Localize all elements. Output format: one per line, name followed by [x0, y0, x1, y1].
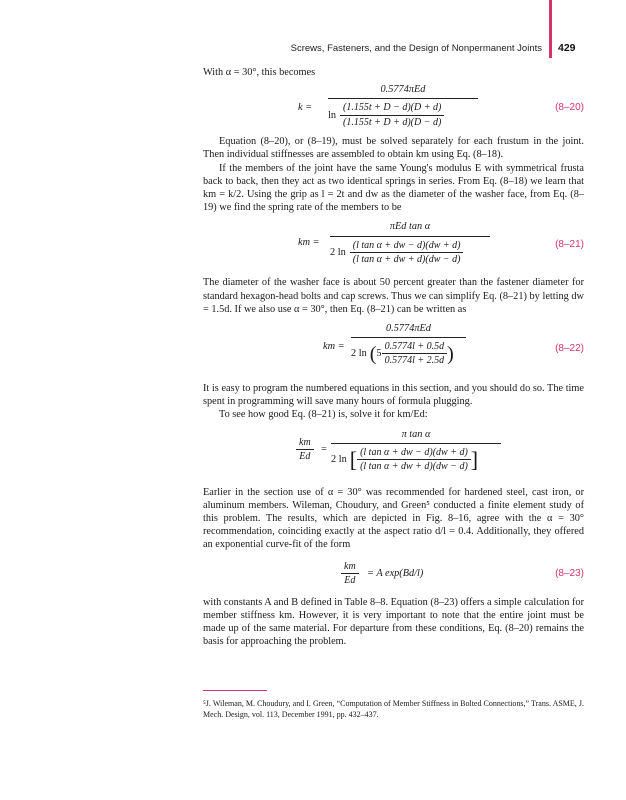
- footnote: ⁵J. Wileman, M. Choudury, and I. Green, “Computation of Member Stiffness in Bolted Connections,” Trans. ASME, J. Mech. Design, vol. 113, December 1991, pp. 432–437.: [203, 699, 584, 719]
- equation-8-23: [203, 556, 584, 596]
- paragraph: If the members of the joint have the same Young's modulus E with symmetrical frusta back to back, then they act as two identical springs in series. From Eq. (8–18) we learn that km = k/2. Using the grip as l = 2t and dw as the diameter of the washer face, from Eq. (8–19) we find the spring rate of the members to be: [203, 162, 584, 214]
- eq-coefficient: 5: [376, 348, 382, 360]
- equation-ratio: $\frac{km}{Ed}$ = π tan α 2 ln [ $\frac{\text{(l tan α + dw − d)(dw + d)}}{\text{(l tan α + dw + d)(dw − d)}}$ ]: [203, 426, 584, 486]
- equation-label: (8–20): [555, 102, 584, 114]
- eq-ln: 2 ln: [351, 348, 367, 360]
- eq-lhs-numerator: km: [296, 436, 314, 450]
- eq-lhs: k =: [298, 102, 313, 114]
- footnote-rule: [203, 690, 267, 691]
- eq-inner-numerator: (l tan α + dw − d)(dw + d): [357, 446, 471, 460]
- intro-line: With α = 30°, this becomes: [203, 67, 316, 78]
- accent-bar: [549, 0, 552, 58]
- eq-inner-numerator: 0.5774l + 0.5d: [382, 340, 448, 354]
- paragraph: The diameter of the washer face is about 50 percent greater than the fastener diameter for standard hexagon-head bolts and cap screws. Thus we can simplify Eq. (8–21) by letting dw = 1.5d. If we also use α = 30°, then Eq. (8–21) can be written as: [203, 277, 584, 315]
- equation-8-21: [203, 218, 584, 276]
- eq-rhs: = A exp(Bd/l): [367, 567, 424, 579]
- equation-label: (8–23): [555, 567, 584, 579]
- eq-numerator: 0.5774πEd: [351, 322, 466, 338]
- page-body: [203, 66, 584, 648]
- eq-inner-denominator: 0.5774l + 2.5d: [384, 355, 445, 367]
- eq-inner-denominator: (l tan α + dw + d)(dw − d): [352, 253, 461, 265]
- equation-8-22: km = 0.5774πEd 2 ln ( 5 $\frac{0.5774l + 0.5d}{0.5774l + 2.5d}$ ) (8–22): [323, 323, 584, 367]
- paragraph: It is easy to program the numbered equations in this section, and you should do so. The time spent in programming will save many hours of formula plugging.: [203, 383, 584, 408]
- equation-8-20: [203, 79, 584, 135]
- paragraph: To see how good Eq. (8–21) is, solve it for km/Ed:: [219, 409, 428, 421]
- eq-ln: 2 ln: [331, 453, 347, 465]
- eq-equals: =: [321, 443, 327, 455]
- paragraph: Earlier in the section use of α = 30° was recommended for hardened steel, cast iron, or aluminum members. Wileman, Choudury, and Green⁵ conducted a finite element study of this problem. The results, which are depicted in Fig. 8–16, agree with the α = 30° recommendation, coinciding exactly at the aspect ratio d/l = 0.4. Additionally, they offered an exponential curve-fit of the form: [203, 486, 584, 551]
- running-title: Screws, Fasteners, and the Design of Nonpermanent Joints: [290, 43, 542, 54]
- eq-lhs-denominator: Ed: [299, 450, 311, 462]
- eq-inner-numerator: (1.155t + D − d)(D + d): [340, 101, 444, 115]
- eq-numerator: πEd tan α: [330, 220, 490, 236]
- eq-inner-denominator: (1.155t + D + d)(D − d): [343, 116, 442, 128]
- eq-ln: 2 ln: [330, 246, 346, 258]
- page-number: 429: [558, 42, 576, 54]
- eq-lhs-numerator: km: [341, 560, 359, 574]
- paragraph: Equation (8–20), or (8–19), must be solved separately for each frustum in the joint. Then individual stiffnesses are assembled to obtain km using Eq. (8–18).: [203, 136, 584, 161]
- paragraph: with constants A and B defined in Table 8–8. Equation (8–23) offers a simple calculation for member stiffness km. However, it is very important to note that the entire joint must be made up of the same material. For departure from these conditions, Eq. (8–20) remains the basis for approaching the problem.: [203, 596, 584, 648]
- eq-inner-numerator: (l tan α + dw − d)(dw + d): [350, 239, 464, 253]
- eq-numerator: 0.5774πEd: [328, 83, 478, 99]
- equation-label: (8–21): [555, 239, 584, 251]
- eq-lhs: km =: [323, 341, 345, 353]
- eq-lhs-denominator: Ed: [344, 574, 356, 586]
- eq-numerator: π tan α: [331, 428, 501, 444]
- equation-label: (8–22): [555, 343, 584, 355]
- eq-ln: ln: [328, 109, 337, 121]
- eq-lhs: km =: [298, 237, 320, 249]
- eq-inner-denominator: (l tan α + dw + d)(dw − d): [360, 461, 468, 473]
